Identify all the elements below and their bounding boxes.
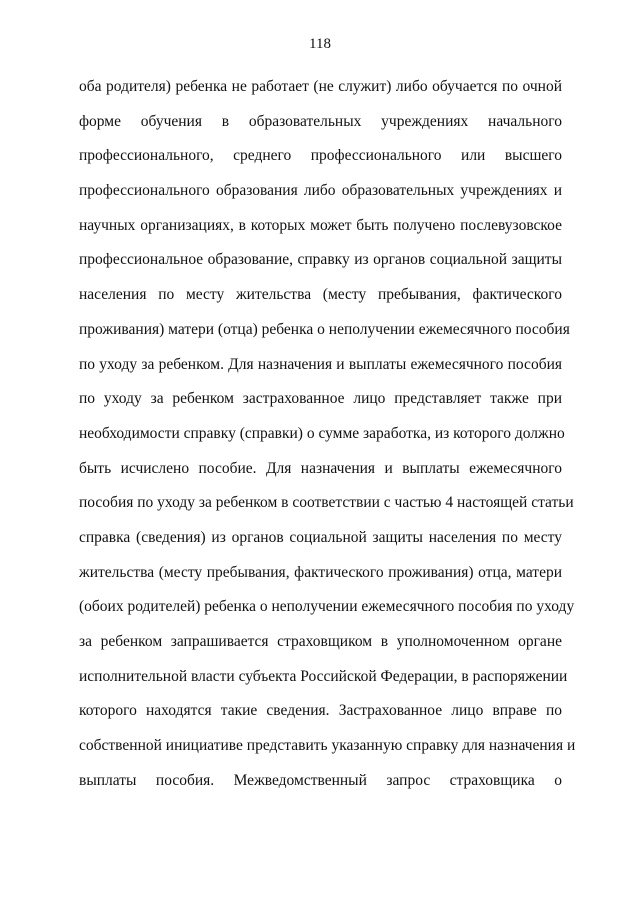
text-line: исполнительной власти субъекта Российской Федерации, в распоряжении	[79, 667, 568, 685]
text-line: оба родителя) ребенка не работает (не служит) либо обучается по очной	[79, 78, 562, 95]
text-line: собственной инициативе представить указанную справку для назначения и	[79, 737, 576, 755]
text-line: по уходу за ребенком. Для назначения и выплаты ежемесячного пособия	[79, 355, 562, 373]
text-line: форме обучения в образовательных учреждениях начального	[79, 112, 562, 130]
text-line: (обоих родителей) ребенка о неполучении ежемесячного пособия по уходу	[79, 598, 575, 616]
text-line: проживания) матери (отца) ребенка о неполучении ежемесячного пособия	[79, 320, 570, 338]
text-line: профессионального образования либо образовательных учреждениях и	[79, 182, 562, 200]
text-line: по уходу за ребенком застрахованное лицо представляет также при	[79, 390, 562, 408]
text-line: научных организациях, в которых может быть получено послевузовское	[79, 216, 562, 234]
text-line: выплаты пособия. Межведомственный запрос страховщика о	[79, 771, 562, 789]
text-line: необходимости справку (справки) о сумме заработка, из которого должно	[79, 424, 565, 442]
text-line: пособия по уходу за ребенком в соответствии с частью 4 настоящей статьи	[79, 494, 574, 512]
text-line: профессиональное образование, справку из органов социальной защиты	[79, 251, 562, 269]
text-line: которого находятся такие сведения. Застрахованное лицо вправе по	[79, 702, 562, 720]
page-number: 118	[309, 36, 331, 52]
text-line: профессионального, среднего профессионального или высшего	[79, 147, 562, 165]
text-line: жительства (месту пребывания, фактического проживания) отца, матери	[79, 563, 562, 581]
text-line: за ребенком запрашивается страховщиком в уполномоченном органе	[79, 633, 562, 650]
text-line: населения по месту жительства (месту пребывания, фактического	[79, 286, 562, 304]
text-line: быть исчислено пособие. Для назначения и выплаты ежемесячного	[79, 459, 562, 477]
body-text	[79, 70, 576, 798]
text-line: справка (сведения) из органов социальной защиты населения по месту	[79, 528, 562, 546]
